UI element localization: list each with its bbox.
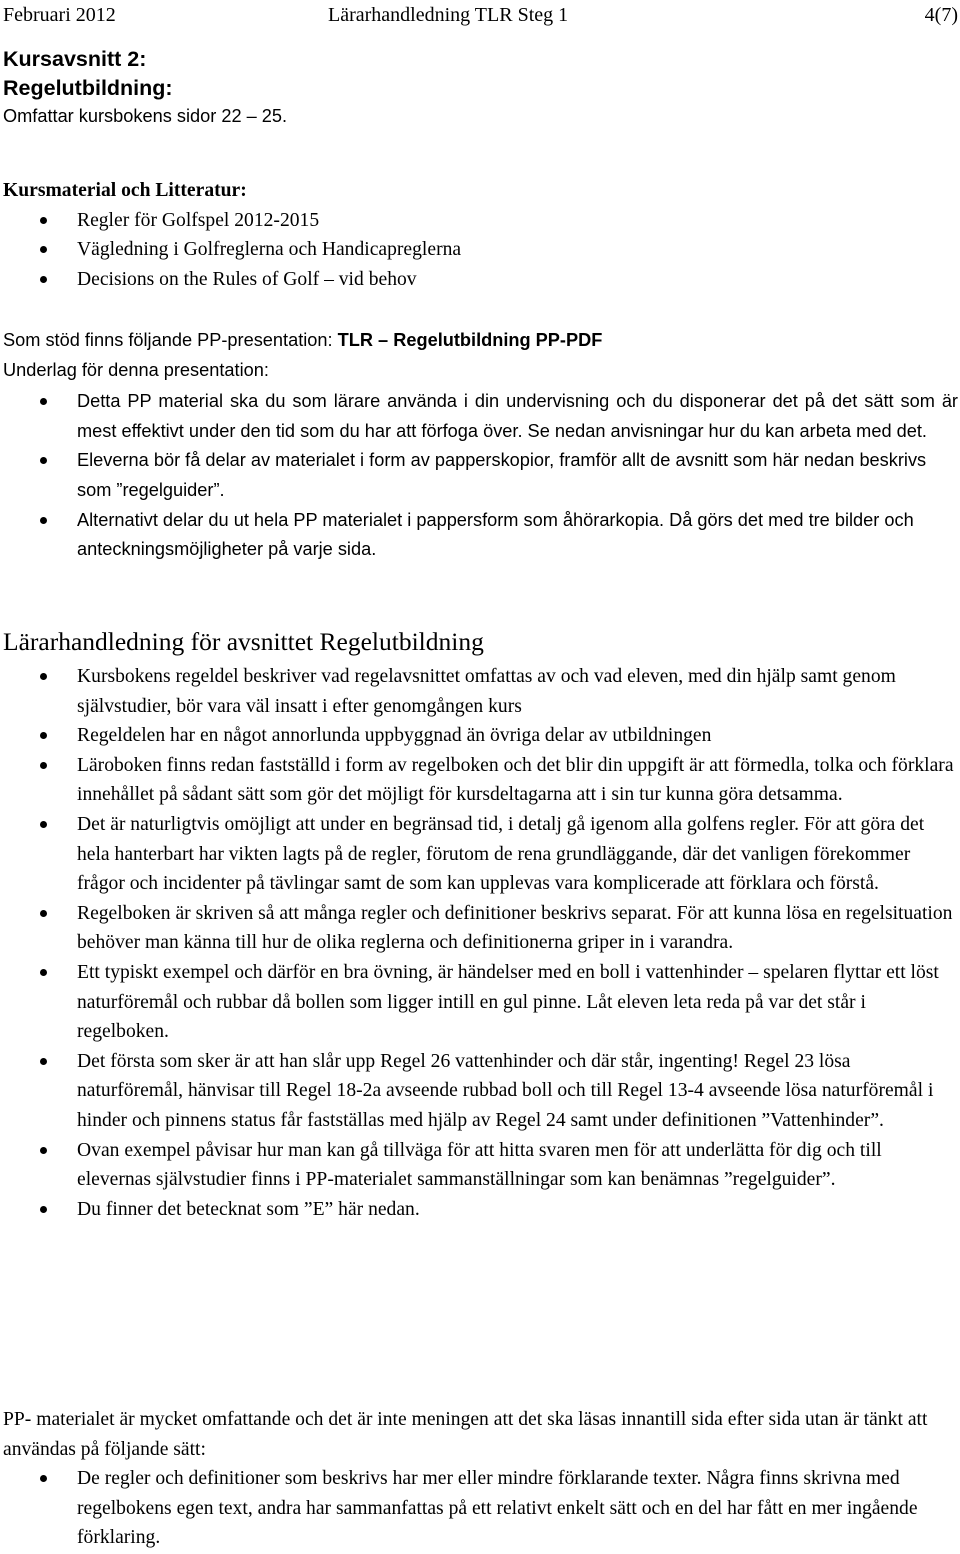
- page-header: [0, 0, 960, 30]
- list-item: Det första som sker är att han slår upp Regel 26 vattenhinder och där står, ingenting! Regel 23 lösa naturföremål, hänvisar till Regel 18-2a avseende rubbad boll och till Regel 13-4 avseende lösa naturföremål i hinder och pinnens status får fastställas med hjälp av Regel 24 samt under definitionen ”Vattenhinder”.: [3, 1047, 958, 1136]
- support-section: [3, 326, 958, 565]
- closing-paragraph: PP- materialet är mycket omfattande och det är inte meningen att det ska läsas innantill sida efter sida utan är tänkt att användas på följande sätt:: [3, 1409, 928, 1460]
- support-list: [3, 387, 958, 565]
- list-item: Regler för Golfspel 2012-2015: [3, 206, 958, 236]
- header-title: Lärarhandledning TLR Steg 1: [328, 4, 569, 26]
- list-item: Decisions on the Rules of Golf – vid behov: [3, 265, 958, 295]
- list-item: Ovan exempel påvisar hur man kan gå tillväga för att hitta svaren men för att underlätta för dig och till elevernas självstudier finns i PP-materialet sammanställningar som kan benämnas ”regelguider”.: [3, 1136, 958, 1195]
- support-intro-presentation: TLR – Regelutbildning PP-PDF: [337, 330, 603, 350]
- closing-list: [3, 1464, 958, 1553]
- section-scope: Omfattar kursbokens sidor 22 – 25.: [3, 106, 288, 126]
- materials-list: [3, 206, 958, 295]
- list-item: Läroboken finns redan fastställd i form av regelboken och det blir din uppgift är att förmedla, tolka och förklara innehållet på sådant sätt som gör det möjligt för kursdeltagarna att i sin tur kunna göra detsamma.: [3, 751, 958, 810]
- materials-heading: Kursmaterial och Litteratur:: [3, 180, 247, 201]
- list-item: Regeldelen har en något annorlunda uppbyggnad än övriga delar av utbildningen: [3, 721, 958, 751]
- list-item: Detta PP material ska du som lärare använda i din undervisning och du disponerar det på det sätt som är mest effektivt under den tid som du har att förfoga över. Se nedan anvisningar hur du kan arbeta med det.: [3, 387, 958, 446]
- materials-section: [3, 176, 958, 294]
- closing-section: [3, 1405, 958, 1553]
- list-item: Eleverna bör få delar av materialet i form av papperskopior, framför allt de avsnitt som här nedan beskrivs som ”regelguider”.: [3, 446, 958, 505]
- guide-heading: [3, 626, 958, 658]
- list-item: Du finner det betecknat som ”E” här nedan.: [3, 1195, 958, 1225]
- list-item: Kursbokens regeldel beskriver vad regelavsnittet omfattas av och vad eleven, med din hjälp samt genom självstudier, bör vara väl insatt i efter genomgången kurs: [3, 662, 958, 721]
- support-underlag: Underlag för denna presentation:: [3, 359, 269, 380]
- list-item: Ett typiskt exempel och därför en bra övning, är händelser med en boll i vattenhinder – spelaren flyttar ett löst naturföremål och rubbar då bollen som ligger intill en gul pinne. Låt eleven leta reda på var det står i regelboken.: [3, 958, 958, 1047]
- support-intro: [3, 326, 958, 356]
- guide-section: [3, 626, 958, 1224]
- section-heading: [3, 45, 958, 129]
- support-intro-text: Som stöd finns följande PP-presentation:: [3, 330, 338, 350]
- list-item: Det är naturligtvis omöjligt att under en begränsad tid, i detalj gå igenom alla golfens regler. För att göra det hela hanterbart har vikten lagts på de regler, förutom de rena grundläggande, där det vanligen förekommer frågor och incidenter på tävlingar samt de som kan upplevas vara komplicerade att förklara och förstå.: [3, 810, 958, 899]
- guide-list: [3, 662, 958, 1224]
- guide-heading-text: Lärarhandledning för avsnittet: [3, 627, 320, 656]
- header-date: Februari 2012: [3, 4, 116, 26]
- guide-heading-topic: Regelutbildning: [319, 627, 484, 656]
- section-title-line1: Kursavsnitt 2:: [3, 47, 147, 71]
- list-item: Alternativt delar du ut hela PP materialet i pappersform som åhörarkopia. Då görs det med tre bilder och anteckningsmöjligheter på varje sida.: [3, 506, 958, 565]
- list-item: Regelboken är skriven så att många regler och definitioner beskrivs separat. För att kunna lösa en regelsituation behöver man känna till hur de olika reglerna och definitionerna griper in i varandra.: [3, 899, 958, 958]
- list-item: Vägledning i Golfreglerna och Handicapreglerna: [3, 235, 958, 265]
- list-item: De regler och definitioner som beskrivs har mer eller mindre förklarande texter. Några finns skrivna med regelbokens egen text, andra har sammanfattas på ett relativt enkelt sätt och en del har fått en mer ingående förklaring.: [3, 1464, 958, 1553]
- section-title-line2: Regelutbildning:: [3, 76, 173, 100]
- header-page-number: 4(7): [924, 4, 958, 26]
